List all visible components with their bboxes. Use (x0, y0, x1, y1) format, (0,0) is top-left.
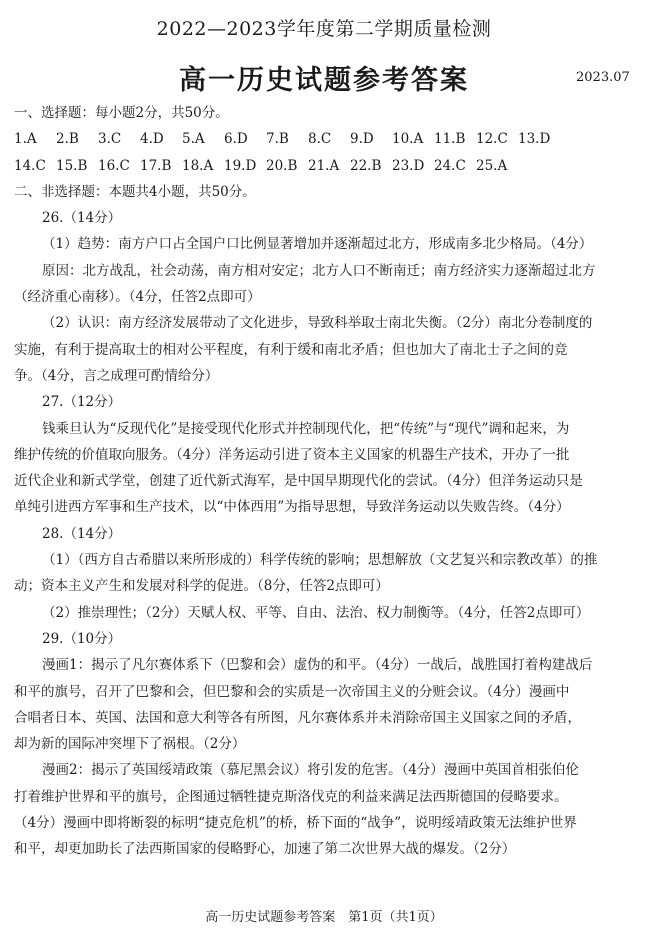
answer-line: 近代企业和新式学堂，创建了近代新式海军，是中国早期现代化的尝试。（4分）但洋务运动只是 (14, 473, 583, 490)
choice-answer: 24.C (434, 157, 466, 174)
choice-answer: 17.B (140, 157, 172, 174)
answer-line: （经济重心南移）。（4分，任答2点即可） (14, 289, 261, 306)
answer-line: 单纯引进西方军事和生产技术，以“中体西用”为指导思想，导致洋务运动以失败告终。（4分） (14, 499, 570, 516)
choice-answer: 1.A (14, 131, 37, 148)
choice-answer: 7.B (266, 131, 289, 148)
answer-content (14, 100, 634, 863)
choice-answer: 5.A (182, 131, 205, 148)
answer-line: 争。（4分，言之成理可酌情给分） (14, 367, 219, 384)
answer-line: 打着维护世界和平的旗号，企图通过牺牲捷克斯洛伐克的利益来满足法西斯德国的侵略要求。 (14, 788, 568, 805)
choice-answer: 14.C (14, 157, 46, 174)
choice-answer: 23.D (392, 157, 425, 174)
section2-heading: 二、非选择题：本题共4小题，共50分。 (14, 183, 256, 200)
answer-line: 动；资本主义产生和发展对科学的促进。（8分，任答2点即可） (14, 578, 389, 595)
choice-answer: 9.D (350, 131, 374, 148)
answer-line: （1）（西方自古希腊以来所形成的）科学传统的影响；思想解放（文艺复兴和宗教改革）的推 (42, 552, 598, 569)
answer-line: （1）趋势：南方户口占全国户口比例显著增加并逐渐超过北方，形成南多北少格局。（4分） (42, 236, 593, 253)
answer-line: 和平的旗号，召开了巴黎和会，但巴黎和会的实质是一次帝国主义的分赃会议。（4分）漫画中 (14, 683, 570, 700)
answer-line: （2）认识：南方经济发展带动了文化进步，导致科举取士南北失衡。（2分）南北分卷制度的 (42, 315, 593, 332)
answer-line: 29.（10分） (42, 630, 122, 647)
choice-answer: 6.D (224, 131, 248, 148)
choice-answer: 10.A (392, 131, 424, 148)
choice-answer: 16.C (98, 157, 130, 174)
answer-line: （2）推崇理性；（2分）天赋人权、平等、自由、法治、权力制衡等。（4分，任答2点即可） (42, 604, 590, 621)
answer-line: （4分）漫画中即将断裂的标明“捷克危机”的桥，桥下面的“战争”，说明绥靖政策无法维护世界 (14, 815, 577, 832)
section2-lines (14, 205, 634, 862)
choice-answer: 13.D (518, 131, 551, 148)
choice-answers-row-1 (14, 126, 634, 152)
choice-answer: 4.D (140, 131, 164, 148)
answer-line: 漫画2：揭示了英国绥靖政策（慕尼黑会议）将引发的危害。（4分）漫画中英国首相张伯伦 (42, 762, 579, 779)
choice-answer: 11.B (434, 131, 466, 148)
choice-answer: 21.A (308, 157, 340, 174)
answer-line: 27.（12分） (42, 394, 122, 411)
choice-answer: 3.C (98, 131, 122, 148)
answer-line: 和平，却更加助长了法西斯国家的侵略野心，加速了第二次世界大战的爆发。（2分） (14, 841, 516, 858)
choice-answer: 15.B (56, 157, 88, 174)
exam-date: 2023.07 (576, 70, 630, 85)
choice-answer: 2.B (56, 131, 79, 148)
choice-answer: 12.C (476, 131, 508, 148)
page-footer: 高一历史试题参考答案 第1页（共1页） (205, 910, 443, 925)
choice-answer: 18.A (182, 157, 214, 174)
exam-term-title: 2022—2023学年度第二学期质量检测 (156, 18, 492, 40)
answer-line: 却为新的国际冲突埋下了祸根。（2分） (14, 736, 246, 753)
answer-line: 28.（14分） (42, 525, 122, 542)
choice-answer: 19.D (224, 157, 257, 174)
choice-answer: 8.C (308, 131, 332, 148)
choice-answers-row-2 (14, 153, 634, 179)
choice-answer: 22.B (350, 157, 382, 174)
choice-answer: 20.B (266, 157, 298, 174)
answer-line: 漫画1：揭示了凡尔赛体系下（巴黎和会）虚伪的和平。（4分）一战后，战胜国打着构建战后 (42, 657, 593, 674)
choice-answer: 25.A (476, 157, 508, 174)
section1-heading: 一、选择题：每小题2分，共50分。 (14, 105, 229, 121)
page-title: 高一历史试题参考答案 (179, 65, 469, 96)
answer-line: 实施，有利于提高取士的相对公平程度，有利于缓和南北矛盾；但也加大了南北士子之间的竞 (14, 341, 568, 358)
answer-line: 26.（14分） (42, 210, 122, 227)
answer-line: 钱乘旦认为“反现代化”是接受现代化形式并控制现代化，把“传统”与“现代”调和起来，为 (42, 420, 570, 437)
answer-line: 合唱者日本、英国、法国和意大利等各有所图，凡尔赛体系并未消除帝国主义国家之间的矛盾， (14, 709, 581, 726)
answer-line: 原因：北方战乱，社会动荡，南方相对安定；北方人口不断南迁；南方经济实力逐渐超过北方 (42, 262, 596, 279)
answer-line: 维护传统的价值取向服务。（4分）洋务运动引进了资本主义国家的机器生产技术，开办了一批 (14, 446, 570, 463)
